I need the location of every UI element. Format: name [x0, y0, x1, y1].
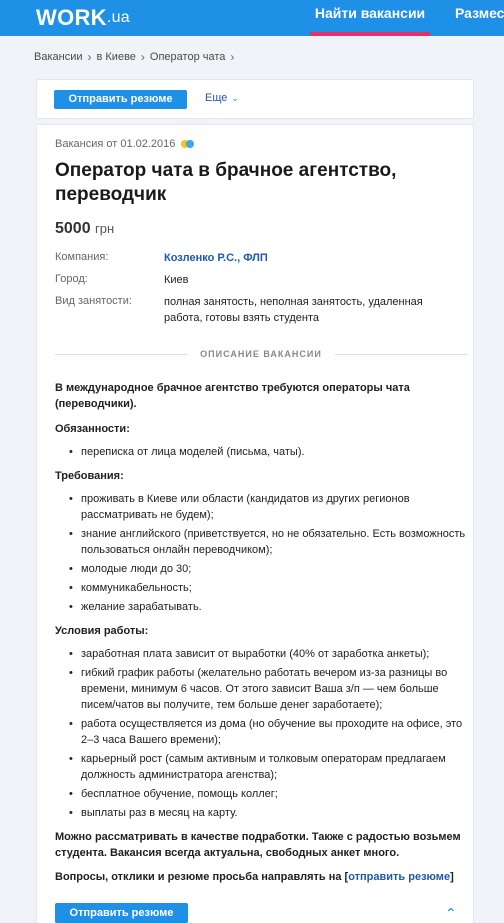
- description-heading: ОПИСАНИЕ ВАКАНСИИ: [200, 349, 322, 359]
- nav-find-vacancies[interactable]: Найти вакансии: [310, 0, 430, 36]
- site-logo[interactable]: [36, 4, 130, 32]
- duties-title: Обязанности:: [55, 423, 130, 435]
- list-item: • заработная плата зависит от выработки (40% от заработка анкеты);: [55, 646, 467, 662]
- logo-main: WORK: [36, 5, 107, 30]
- more-dropdown[interactable]: [205, 92, 239, 104]
- breadcrumb-chat-operator[interactable]: Оператор чата: [149, 51, 226, 63]
- city-value: Киев: [164, 274, 189, 286]
- requirements-list: [55, 491, 467, 615]
- section-divider: [55, 349, 467, 359]
- breadcrumb: [34, 50, 239, 64]
- salary-currency: грн: [95, 221, 115, 236]
- employment-value: полная занятость, неполная занятость, удаленная работа, готовы взять студента: [164, 296, 423, 324]
- vacancy-card: [36, 124, 474, 923]
- breadcrumb-kiev[interactable]: в Киеве: [96, 51, 136, 63]
- list-item: • работа осуществляется из дома (но обучение вы проходите на офисе, это 2–3 часа Вашего времени);: [55, 716, 467, 748]
- apply-note: [55, 869, 467, 885]
- chevron-up-icon[interactable]: ⌃: [445, 905, 457, 921]
- handshake-icon: [181, 139, 195, 149]
- chevron-down-icon: ⌄: [231, 92, 239, 103]
- chevron-right-icon: ›: [140, 50, 145, 64]
- duties-list: [55, 444, 467, 460]
- posted-date-text: Вакансия от 01.02.2016: [55, 138, 176, 150]
- description-intro: В международное брачное агентство требуются операторы чата (переводчики).: [55, 382, 410, 410]
- city-label: Город:: [55, 273, 88, 285]
- list-item: • желание зарабатывать.: [55, 599, 467, 615]
- salary: [55, 220, 114, 238]
- divider-line-left: [55, 354, 187, 355]
- list-item: • гибкий график работы (желательно работать вечером из-за разницы во времени, минимум 6 часов. От этого зависит Ваша з/п — чем больше писем/чатов вы получите, тем больше денег заработаете);: [55, 665, 467, 713]
- apply-close: ]: [450, 871, 454, 883]
- page-title: Оператор чата в брачное агентство, переводчик: [55, 160, 397, 205]
- requirements-title: Требования:: [55, 470, 124, 482]
- logo-suffix: .ua: [106, 9, 131, 26]
- apply-resume-link[interactable]: отправить резюме: [348, 871, 451, 883]
- list-item: • переписка от лица моделей (письма, чаты).: [55, 444, 467, 460]
- employment-label: Вид занятости:: [55, 295, 132, 307]
- chevron-right-icon: ›: [87, 50, 92, 64]
- more-label: Еще: [205, 92, 228, 104]
- list-item: • молодые люди до 30;: [55, 561, 467, 577]
- posted-date: [55, 138, 195, 150]
- action-bar: [36, 79, 474, 119]
- site-header: [0, 0, 504, 36]
- conditions-title: Условия работы:: [55, 625, 149, 637]
- nav-post-vacancy[interactable]: Размес: [455, 5, 504, 21]
- conditions-list: [55, 646, 467, 821]
- list-item: • выплаты раз в месяц на карту.: [55, 805, 467, 821]
- salary-amount: 5000: [55, 220, 91, 237]
- apply-text: Вопросы, отклики и резюме просьба направлять на [: [55, 871, 349, 883]
- company-link[interactable]: Козленко Р.С., ФЛП: [164, 252, 268, 264]
- vacancy-description: [55, 380, 467, 885]
- company-label: Компания:: [55, 251, 109, 263]
- list-item: • проживать в Киеве или области (кандидатов из других регионов рассматривать не будем);: [55, 491, 467, 523]
- send-resume-button-bottom[interactable]: Отправить резюме: [55, 903, 188, 923]
- list-item: • карьерный рост (самым активным и толковым операторам предлагаем должность администратора агенства);: [55, 751, 467, 783]
- send-resume-button[interactable]: Отправить резюме: [54, 90, 187, 109]
- list-item: • коммуникабельность;: [55, 580, 467, 596]
- breadcrumb-vacancies[interactable]: Вакансии: [34, 51, 83, 63]
- list-item: • бесплатное обучение, помощь коллег;: [55, 786, 467, 802]
- list-item: • знание английского (приветствуется, но не обязательно. Есть возможность пользоваться онлайн переводчиком);: [55, 526, 467, 558]
- chevron-right-icon: ›: [230, 50, 235, 64]
- divider-line-right: [335, 354, 467, 355]
- description-final: Можно рассматривать в качестве подработки. Также с радостью возьмем студента. Вакансия всегда актуальна, свободных анкет много.: [55, 831, 461, 859]
